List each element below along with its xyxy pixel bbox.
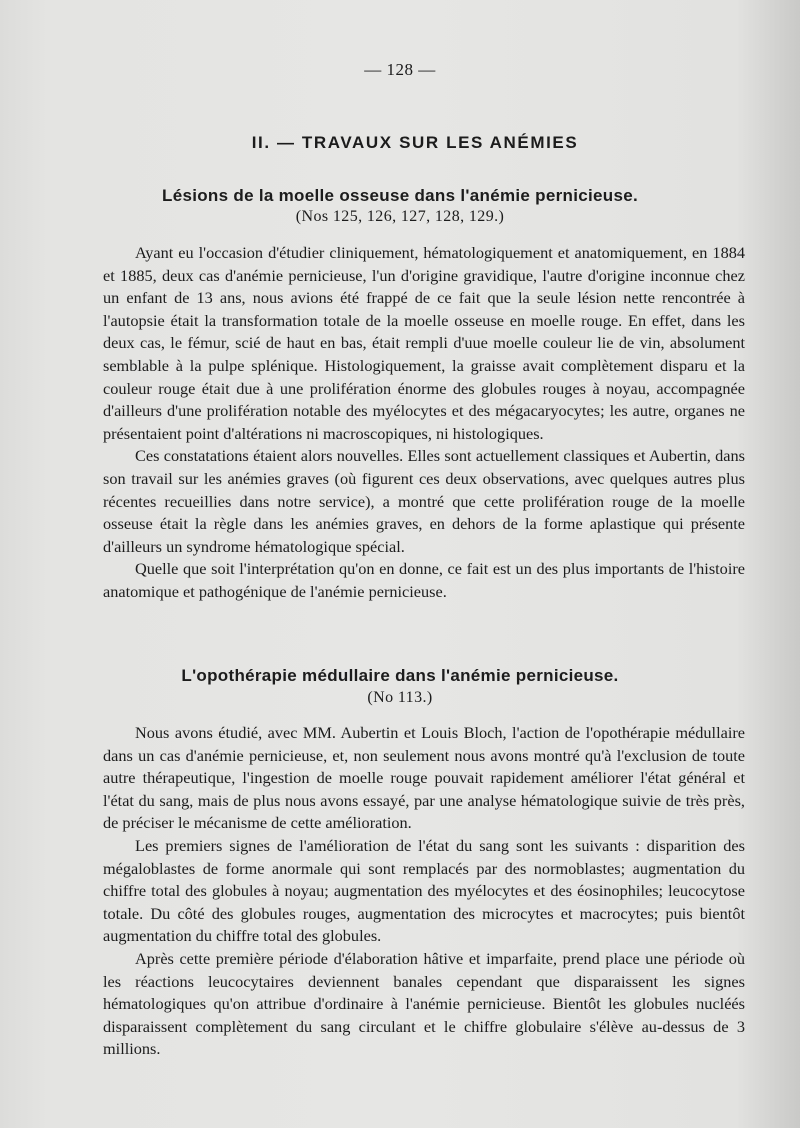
paragraph: Quelle que soit l'interprétation qu'on en donne, ce fait est un des plus importants de l'histoire anatomique et pathogénique de l'anémie pernicieuse. <box>103 559 745 601</box>
section-title: II. — TRAVAUX SUR LES ANÉMIES <box>251 133 579 152</box>
subsection-refs-2: (No 113.) <box>367 689 433 706</box>
paragraph: Nous avons étudié, avec MM. Aubertin et Louis Bloch, l'action de l'opothérapie médullaire dans un cas d'anémie pernicieuse, et, non seulement nous avons montré qu'à l'exclusion de toute autre thérapeutique, l'ingestion de moelle rouge pouvait rapidement améliorer l'état général et l'état du sang, mais de plus nous avons essayé, par une analyse hématologique suivie de très près, de préciser le mécanisme de cette amélioration. <box>103 723 745 833</box>
subsection-title-1: Lésions de la moelle osseuse dans l'anémie pernicieuse. <box>162 186 638 205</box>
subsection-body-2 <box>103 722 745 1061</box>
subsection-title-2: L'opothérapie médullaire dans l'anémie pernicieuse. <box>181 666 619 685</box>
subsection-refs-1: (Nos 125, 126, 127, 128, 129.) <box>295 208 505 225</box>
paragraph: Les premiers signes de l'amélioration de l'état du sang sont les suivants : disparition des mégaloblastes de forme anormale qui sont remplacés par des normoblastes; augmentation du chiffre total des globules à noyau; augmentation des myélocytes et des éosinophiles; leucocytose totale. Du côté des globules rouges, augmentation des microcytes et macrocytes; puis bientôt augmentation du chiffre total des globules. <box>103 835 745 946</box>
paragraph: Ayant eu l'occasion d'étudier cliniquement, hématologiquement et anatomiquement, en 1884 et 1885, deux cas d'anémie pernicieuse, l'un d'origine gravidique, l'autre d'origine inconnue chez un enfant de 13 ans, nous avions été frappé de ce fait que la seule lésion nette rencontrée à l'autopsie était la transformation totale de la moelle osseuse en moelle rouge. En effet, dans les deux cas, le fémur, scié de haut en bas, était rempli d'uue moelle couleur lie de vin, absolument semblable à la pulpe splénique. Histologiquement, la graisse avait complètement disparu et la couleur rouge était due à une prolifération énorme des globules rouges à noyau, accompagnée d'ailleurs d'une prolifération notable des myélocytes et des mégacaryocytes; les autre, organes ne présentaient point d'altérations ni macroscopiques, ni histologiques. <box>103 243 745 443</box>
paragraph: Après cette première période d'élaboration hâtive et imparfaite, prend place une période où les réactions leucocytaires deviennent banales cependant que disparaissent les signes hématologiques qu'on attribue d'ordinaire à l'anémie pernicieuse. Bientôt les globules nucléés disparaissent complètement du sang circulant et le chiffre globulaire s'élève au-dessus de 3 millions. <box>103 948 745 1059</box>
page-number: — 128 — <box>364 60 436 79</box>
paragraph: Ces constatations étaient alors nouvelles. Elles sont actuellement classiques et Aubertin, dans son travail sur les anémies graves (où figurent ces deux observations, avec quelques autres plus récentes recueillies dans notre service), a montré que cette prolifération rouge de la moelle osseuse était la règle dans les anémies graves, en dehors de la forme aplastique qui présente d'ailleurs un syndrome hématologique spécial. <box>103 446 745 556</box>
subsection-body-1 <box>103 242 745 604</box>
